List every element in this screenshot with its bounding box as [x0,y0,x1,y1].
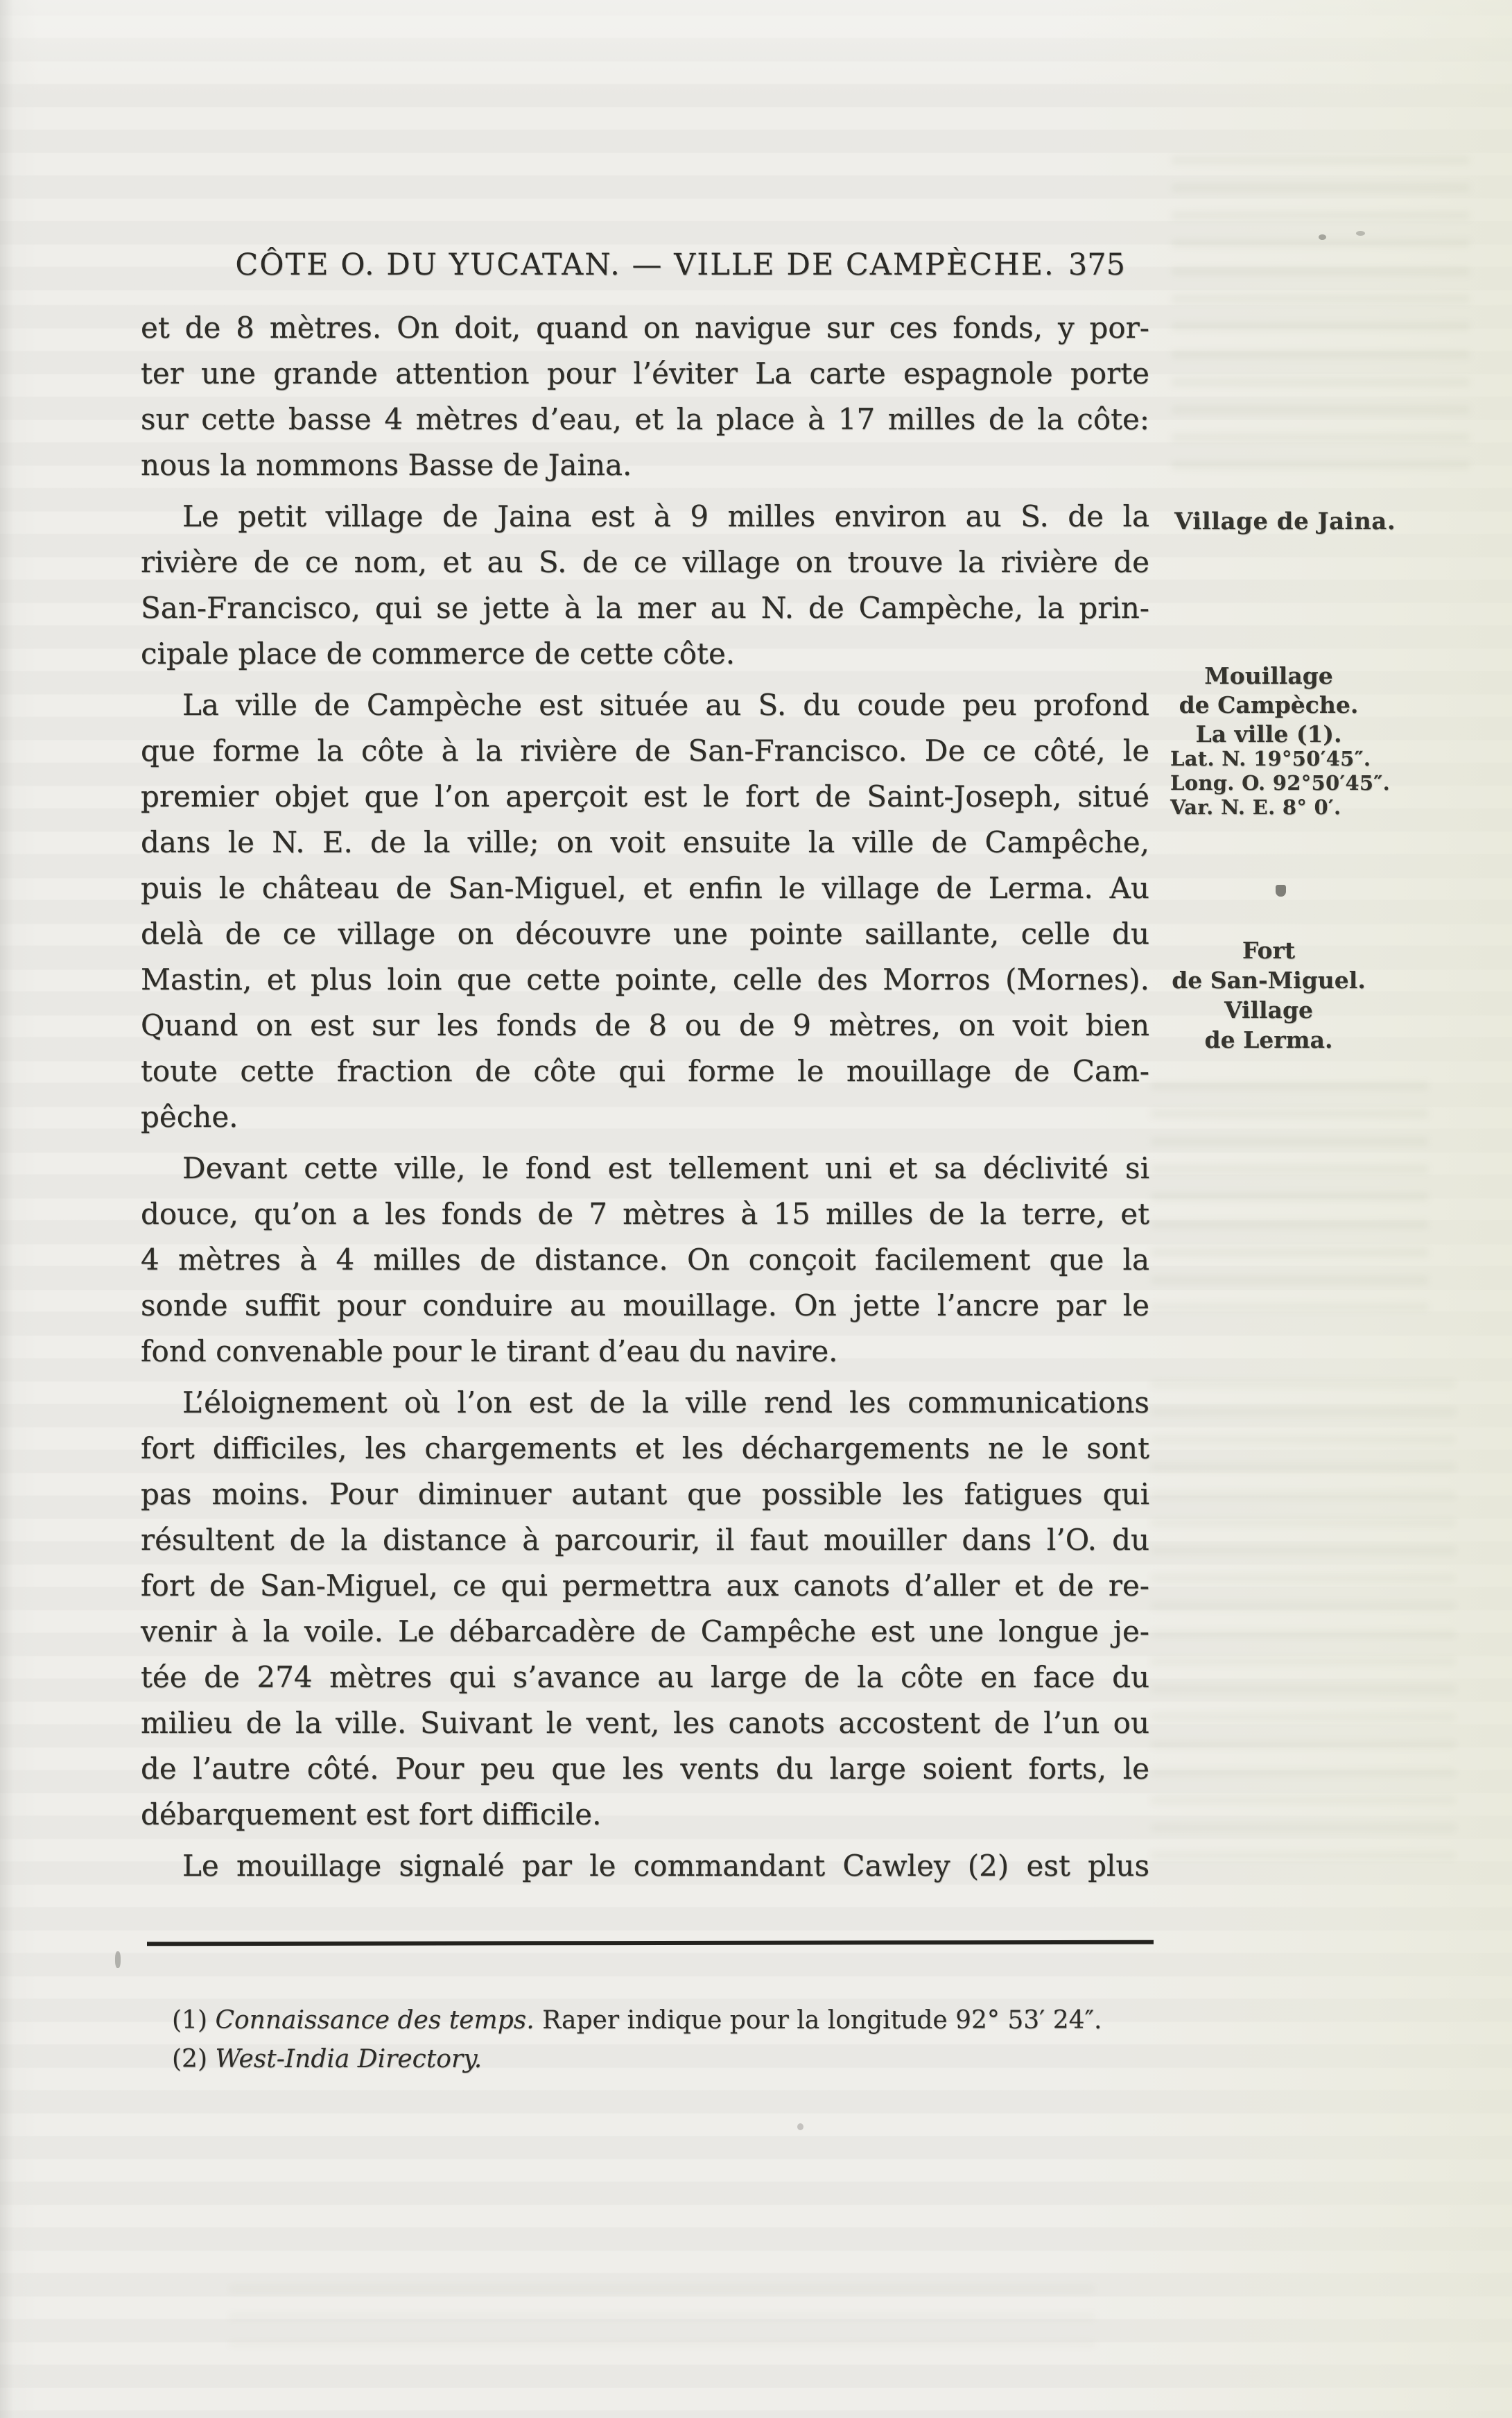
text-line: pêche. [141,1100,238,1134]
text-line: douce, qu’on a les fonds de 7 mètres à 15 milles de la terre, et [141,1197,1149,1231]
running-title: CÔTE O. DU YUCATAN. — VILLE DE CAMPÈCHE. [235,248,1055,282]
footnote-work-title: West-India Directory. [215,2045,483,2073]
text-line: tée de 274 mètres qui s’avance au large de la côte en face du [141,1660,1149,1694]
margin-note-line: de Campèche. [1179,691,1359,718]
paragraph [141,1146,1149,1374]
text-line: débarquement est fort difficile. [141,1797,602,1831]
margin-note-line: Village de Jaina. [1174,508,1396,535]
paragraph [141,305,1149,488]
margin-note-line: de San-Miguel. [1172,967,1366,994]
margin-note-line: Village [1224,996,1314,1024]
text-line: La ville de Campèche est située au S. du coude peu profond [182,688,1149,722]
bleed-through-text [1151,1380,1456,1865]
margin-note-line: Lat. N. 19°50′45″. [1170,747,1371,770]
body-text [141,305,1149,1889]
paragraph [141,494,1149,677]
text-line: L’éloignement où l’on est de la ville rend les communications [182,1385,1149,1419]
ink-speck [1319,234,1326,240]
text-line: cipale place de commerce de cette côte. [141,637,736,671]
text-line: Mastin, et plus loin que cette pointe, celle des Morros (Mornes). [141,962,1149,996]
text-line: fort de San-Miguel, ce qui permettra aux canots d’aller et de re- [141,1569,1149,1603]
paragraph [141,1843,1149,1889]
bleed-through-text [1172,156,1470,489]
text-line: dans le N. E. de la ville; on voit ensuite la ville de Campêche, [141,825,1149,859]
footnotes [172,2001,1142,2079]
text-line: delà de ce village on découvre une pointe saillante, celle du [141,917,1149,951]
text-line: 4 mètres à 4 milles de distance. On conçoit facilement que la [141,1243,1149,1277]
text-line: venir à la voile. Le débarcadère de Campêche est une longue je- [141,1614,1149,1648]
paragraph [141,1380,1149,1838]
text-line: de l’autre côté. Pour peu que les vents du large soient forts, le [141,1752,1149,1786]
margin-note-line: Fort [1242,937,1296,964]
text-line: et de 8 mètres. On doit, quand on navigue sur ces fonds, y por- [141,311,1149,345]
footnote-marker: (2) [172,2045,216,2073]
text-line: sur cette basse 4 mètres d’eau, et la place à 17 milles de la côte: [141,402,1149,436]
text-line: puis le château de San-Miguel, et enfin le village de Lerma. Au [141,871,1149,905]
margin-note-line: Mouillage [1204,662,1333,689]
margin-note-line: de Lerma. [1204,1026,1333,1053]
margin-note-line: La ville (1). [1195,720,1342,748]
text-line: rivière de ce nom, et au S. de ce village on trouve la rivière de [141,545,1149,579]
bleed-through-text [229,2285,1095,2347]
text-line: Devant cette ville, le fond est tellement uni et sa déclivité si [182,1151,1149,1185]
footnote-marker: (1) [172,2006,216,2035]
footnote-work-title: Connaissance des temps. [215,2006,535,2035]
text-line: résultent de la distance à parcourir, il faut mouiller dans l’O. du [141,1523,1149,1557]
margin-note-coordinates [1170,747,1390,820]
text-line: ter une grande attention pour l’éviter La carte espagnole porte [141,356,1149,390]
footnote-text: Raper indique pour la longitude 92° 53′ 24″. [534,2006,1102,2035]
text-line: nous la nommons Basse de Jaina. [141,448,632,482]
ink-speck [1276,885,1286,897]
ink-speck [797,2123,803,2130]
paragraph [141,682,1149,1140]
text-line: milieu de la ville. Suivant le vent, les canots accostent de l’un ou [141,1706,1149,1740]
text-line: Le petit village de Jaina est à 9 milles environ au S. de la [182,499,1149,533]
margin-note-fort-san-miguel-lerma [1154,935,1383,1055]
text-line: fond convenable pour le tirant d’eau du navire. [141,1334,838,1368]
text-line: sonde suffit pour conduire au mouillage. On jette l’ancre par le [141,1288,1149,1322]
margin-note-village-jaina [1174,506,1396,537]
text-line: Quand on est sur les fonds de 8 ou de 9 mètres, on voit bien [141,1008,1149,1042]
footnote-2 [172,2040,1142,2079]
page-number: 375 [1068,248,1125,282]
text-line: San-Francisco, qui se jette à la mer au N. de Campèche, la prin- [141,591,1149,625]
text-line: que forme la côte à la rivière de San-Francisco. De ce côté, le [141,734,1149,768]
text-line: Le mouillage signalé par le commandant Cawley (2) est plus [182,1849,1149,1883]
ink-speck [1356,231,1365,236]
margin-note-line: Var. N. E. 8° 0′. [1170,795,1341,819]
page-header [141,244,1149,288]
text-line: toute cette fraction de côte qui forme le mouillage de Cam- [141,1054,1149,1088]
bleed-through-text [1151,1082,1428,1311]
text-line: fort difficiles, les chargements et les déchargements ne le sont [141,1431,1149,1465]
footnote-separator-rule [147,1940,1154,1946]
text-line: pas moins. Pour diminuer autant que possible les fatigues qui [141,1477,1149,1511]
margin-note-mouillage-campeche [1154,662,1383,749]
ink-speck [115,1951,121,1968]
text-line: premier objet que l’on aperçoit est le fort de Saint-Joseph, situé [141,779,1149,813]
margin-note-line: Long. O. 92°50′45″. [1170,771,1391,795]
footnote-1 [172,2001,1142,2040]
